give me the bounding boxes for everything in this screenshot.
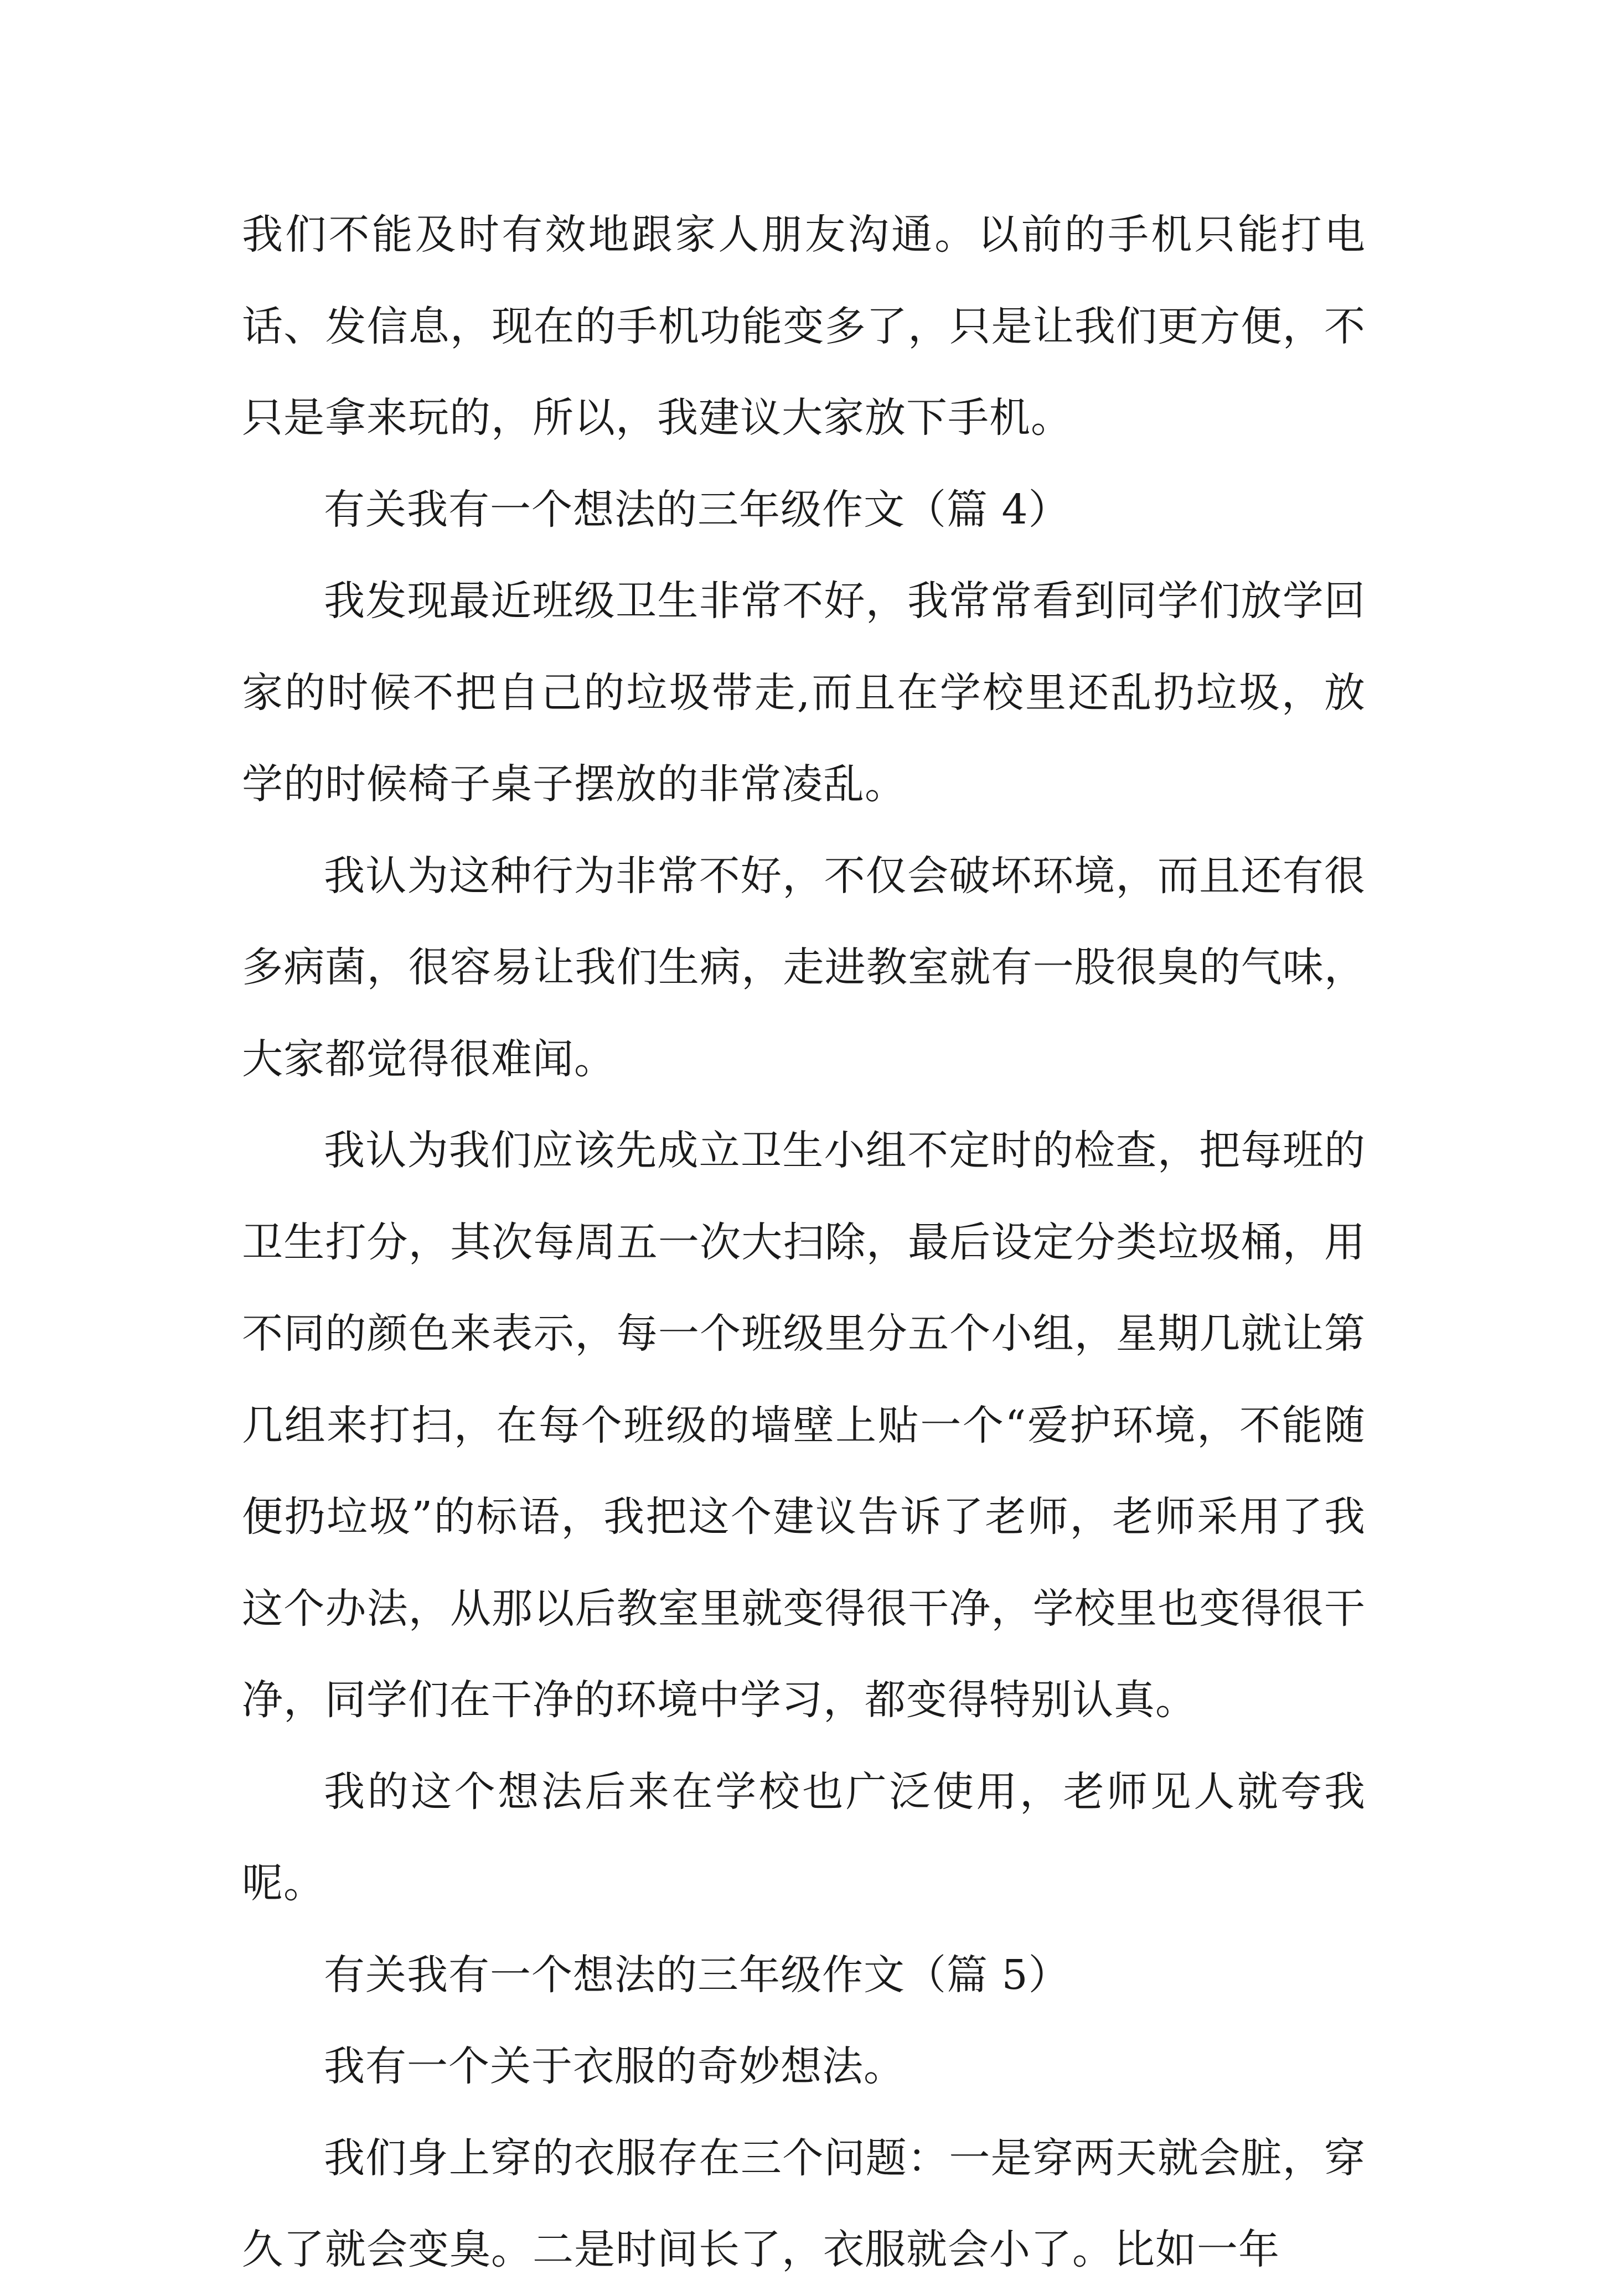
paragraph: 我认为我们应该先成立卫生小组不定时的检查，把每班的卫生打分，其次每周五一次大扫除，最后设定分类垃圾桶，用不同的颜色来表示，每一个班级里分五个小组，星期几就让第几组来打扫，在每个班级的墙壁上贴一个“爱护环境，不能随便扔垃圾”的标语，我把这个建议告诉了老师，老师采用了我这个办法，从那以后教室里就变得很干净，学校里也变得很干净，同学们在干净的环境中学习，都变得特别认真。	[242, 1127, 1366, 1724]
paragraph: 我们身上穿的衣服存在三个问题：一是穿两天就会脏，穿久了就会变臭。二是时间长了，衣服就会小了。比如一年	[242, 2134, 1366, 2273]
essay-heading-5: 有关我有一个想法的三年级作文（篇 5）	[324, 1951, 1070, 1999]
essay-heading-4: 有关我有一个想法的三年级作文（篇 4）	[324, 485, 1070, 533]
paragraph: 我的这个想法后来在学校也广泛使用，老师见人就夸我呢。	[242, 1768, 1366, 1907]
paragraph: 我们不能及时有效地跟家人朋友沟通。以前的手机只能打电话、发信息，现在的手机功能变多了，只是让我们更方便，不只是拿来玩的，所以，我建议大家放下手机。	[242, 211, 1366, 442]
paragraph: 我认为这种行为非常不好，不仅会破坏环境，而且还有很多病菌，很容易让我们生病，走进教室就有一股很臭的气味，大家都觉得很难闻。	[242, 852, 1366, 1083]
paragraph: 我发现最近班级卫生非常不好，我常常看到同学们放学回家的时候不把自己的垃圾带走,而且在学校里还乱扔垃圾，放学的时候椅子桌子摆放的非常凌乱。	[242, 577, 1366, 808]
document-body	[242, 189, 1366, 2296]
paragraph: 我有一个关于衣服的奇妙想法。	[324, 2043, 905, 2090]
